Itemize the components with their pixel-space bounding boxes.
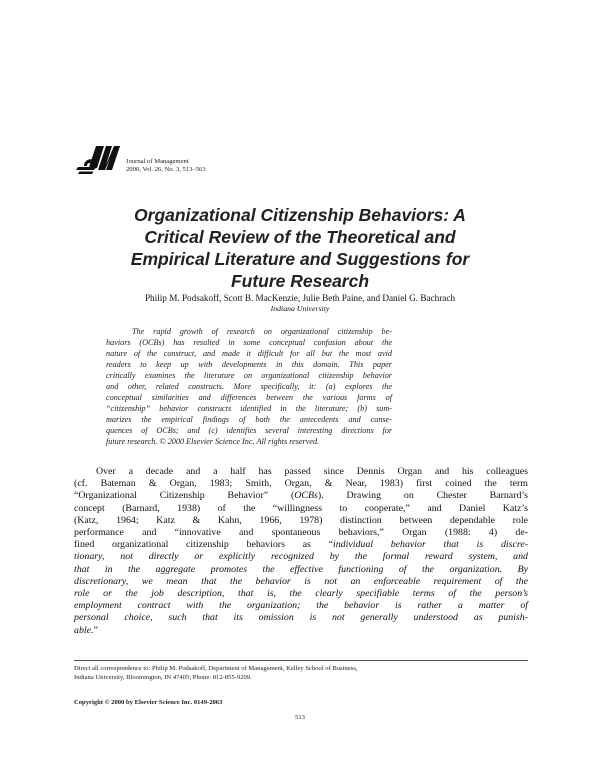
abstract-line: readers to keep up with developments in this domain. This paper (106, 360, 392, 369)
body-text-run: concept (Barnard, 1938) of the “willingness to cooperate,” and Daniel Katz’s (74, 502, 528, 514)
abstract-line: The rapid growth of research on organizational citizenship be- (132, 327, 392, 336)
title-line: Critical Review of the Theoretical and (144, 227, 456, 247)
body-line (74, 612, 528, 624)
affiliation: Indiana University (270, 304, 330, 313)
body-line (74, 490, 528, 502)
abstract-line: critically examines the literature on organizational citizenship behavior (106, 371, 392, 380)
body-italic-run: discretionary, we mean that the behavior is not an enforceable requirement of the (74, 575, 528, 587)
abstract-line: future research. © 2000 Elsevier Science Inc. All rights reserved. (106, 437, 320, 446)
body-line (74, 600, 528, 612)
body-italic-run: employment contract with the organization; the behavior is rather a matter of (74, 600, 528, 612)
body-text-run: ). Drawing on Chester Barnard’s (317, 490, 528, 502)
abstract (106, 326, 392, 447)
title-line: Organizational Citizenship Behaviors: A (134, 205, 466, 225)
journal-citation: 2000, Vol. 26, No. 3, 513–563 (126, 166, 206, 173)
body-italic-run: able (74, 624, 92, 636)
body-paragraph (74, 466, 528, 637)
body-italic-run: tionary, not directly or explicitly recognized by the formal reward system, and (74, 551, 528, 563)
body-text-run: (cf. Bateman & Organ, 1983; Smith, Organ, & Near, 1983) first coined the term (74, 478, 528, 490)
abstract-line: “citizenship” behavior constructs identified in the literature; (b) sum- (106, 404, 392, 413)
body-line (74, 564, 528, 576)
author-list: Philip M. Podsakoff, Scott B. MacKenzie, Julie Beth Paine, and Daniel G. Bachrach (144, 293, 456, 303)
body-italic-run: personal choice, such that its omission is not generally understood as punish- (74, 612, 528, 624)
body-line (74, 515, 528, 527)
body-line (74, 625, 528, 637)
body-text-run: Over a decade and a half has passed since Dennis Organ and his colleagues (96, 466, 528, 477)
abstract-line: and other, related constructs. More specifically, it: (a) explores the (106, 382, 392, 391)
body-text-run: “Organizational Citizenship Behavior” ( (74, 490, 295, 502)
journal-name: Journal of Management (126, 158, 189, 165)
body-line (74, 539, 528, 551)
journal-info (126, 158, 206, 174)
body-line (74, 527, 528, 539)
correspondence-footnote (74, 664, 528, 682)
journal-logo (74, 140, 124, 180)
body-line (74, 576, 528, 588)
footnote-divider (74, 660, 528, 661)
abstract-line: haviors (OCBs) has resulted in some conceptual confusion about the (106, 338, 392, 347)
page-number: 513 (295, 714, 305, 721)
copyright-notice: Copyright © 2000 by Elsevier Science Inc. 0149-2063 (74, 699, 223, 706)
body-italic-run: that in the aggregate promotes the effective functioning of the organization. By (74, 563, 528, 575)
body-italic-run: role or the job description, that is, the clearly specifiable terms of the person’s (74, 588, 528, 600)
abstract-line: nature of the construct, and made it difficult for all but the most avid (106, 349, 392, 358)
body-line (74, 588, 528, 600)
body-line (74, 466, 528, 478)
body-italic-run: individual behavior that is discre- (332, 539, 528, 551)
footnote-line: Indiana University, Bloomington, IN 47405; Phone: 812-855-9209. (74, 674, 252, 681)
body-line (74, 478, 528, 490)
abstract-line: conceptual similarities and differences between the various forms of (106, 393, 392, 402)
abstract-line: quences of OCBs; and (c) identifies several interesting directions for (106, 426, 392, 435)
body-line (74, 503, 528, 515)
title-line: Future Research (230, 271, 370, 291)
body-text-run: (Katz, 1964; Katz & Kahn, 1966, 1978) distinction between dependable role (74, 514, 528, 526)
abstract-line: marizes the empirical findings of both the antecedents and conse- (106, 415, 392, 424)
body-text-run: .” (91, 624, 98, 636)
body-text-run: fined organizational citizenship behaviors as “ (74, 539, 333, 551)
body-text-run: performance and “innovative and spontaneous behaviors,” Organ (1988: 4) de- (74, 527, 528, 539)
article-title (60, 204, 540, 292)
footnote-line: Direct all correspondence to: Philip M. Podsakoff, Department of Management, Kelley School of Business, (74, 665, 358, 672)
body-italic-run: OCBs (294, 490, 318, 502)
body-line (74, 551, 528, 563)
title-line: Empirical Literature and Suggestions for (130, 249, 470, 269)
